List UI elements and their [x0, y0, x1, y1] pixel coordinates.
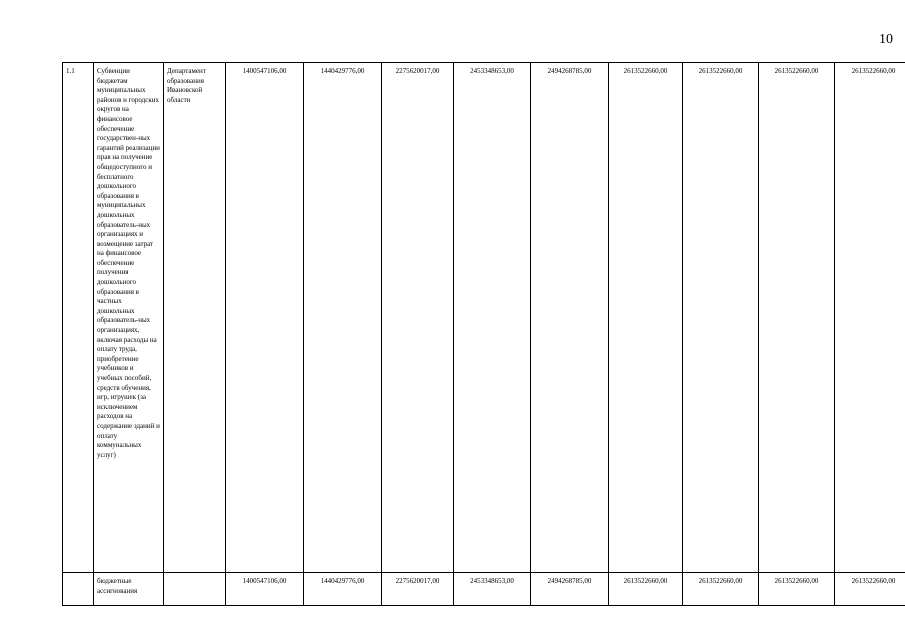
value-cell: 1400547106,00 [226, 573, 304, 606]
value-cell: 2613522660,00 [683, 63, 759, 573]
value-cell: 1400547106,00 [226, 63, 304, 573]
value-cell: 2613522660,00 [835, 63, 905, 573]
value-cell: 2494268785,00 [531, 63, 609, 573]
row-executor [164, 573, 226, 606]
value-cell: 2613522660,00 [609, 573, 683, 606]
value-cell: 2453348653,00 [454, 573, 531, 606]
value-cell: 2453348653,00 [454, 63, 531, 573]
row-description: Субвенции бюджетам муниципальных районов и городских округов на финансовое обеспечение государствен-ных гарантий реализации прав на получение общедоступного и бесплатного дошкольного образования в муниципальных дошкольных образователь-ных организациях и возмещение затрат на финансовое обеспечение получения дошкольного образования в частных дошкольных образователь-ных организациях, включая расходы на оплату труда, приобретение учебников и учебных пособий, средств обучения, игр, игрушек (за исключением расходов на содержание зданий и оплату коммунальных услуг) [94, 63, 164, 573]
value-cell: 2613522660,00 [609, 63, 683, 573]
row-description: бюджетные ассигнования [94, 573, 164, 606]
value-cell: 2613522660,00 [835, 573, 905, 606]
value-cell: 2275620017,00 [382, 63, 454, 573]
value-cell: 1440429776,00 [304, 573, 382, 606]
row-code [63, 573, 94, 606]
row-code: 1.1 [63, 63, 94, 573]
value-cell: 2613522660,00 [759, 573, 835, 606]
page-number: 10 [879, 32, 893, 47]
row-executor: Департамент образования Ивановской области [164, 63, 226, 573]
value-cell: 2613522660,00 [759, 63, 835, 573]
value-cell: 1440429776,00 [304, 63, 382, 573]
table-row [63, 573, 905, 606]
value-cell: 2275620017,00 [382, 573, 454, 606]
table-row [63, 63, 905, 573]
budget-table [62, 62, 905, 606]
value-cell: 2494268785,00 [531, 573, 609, 606]
value-cell: 2613522660,00 [683, 573, 759, 606]
